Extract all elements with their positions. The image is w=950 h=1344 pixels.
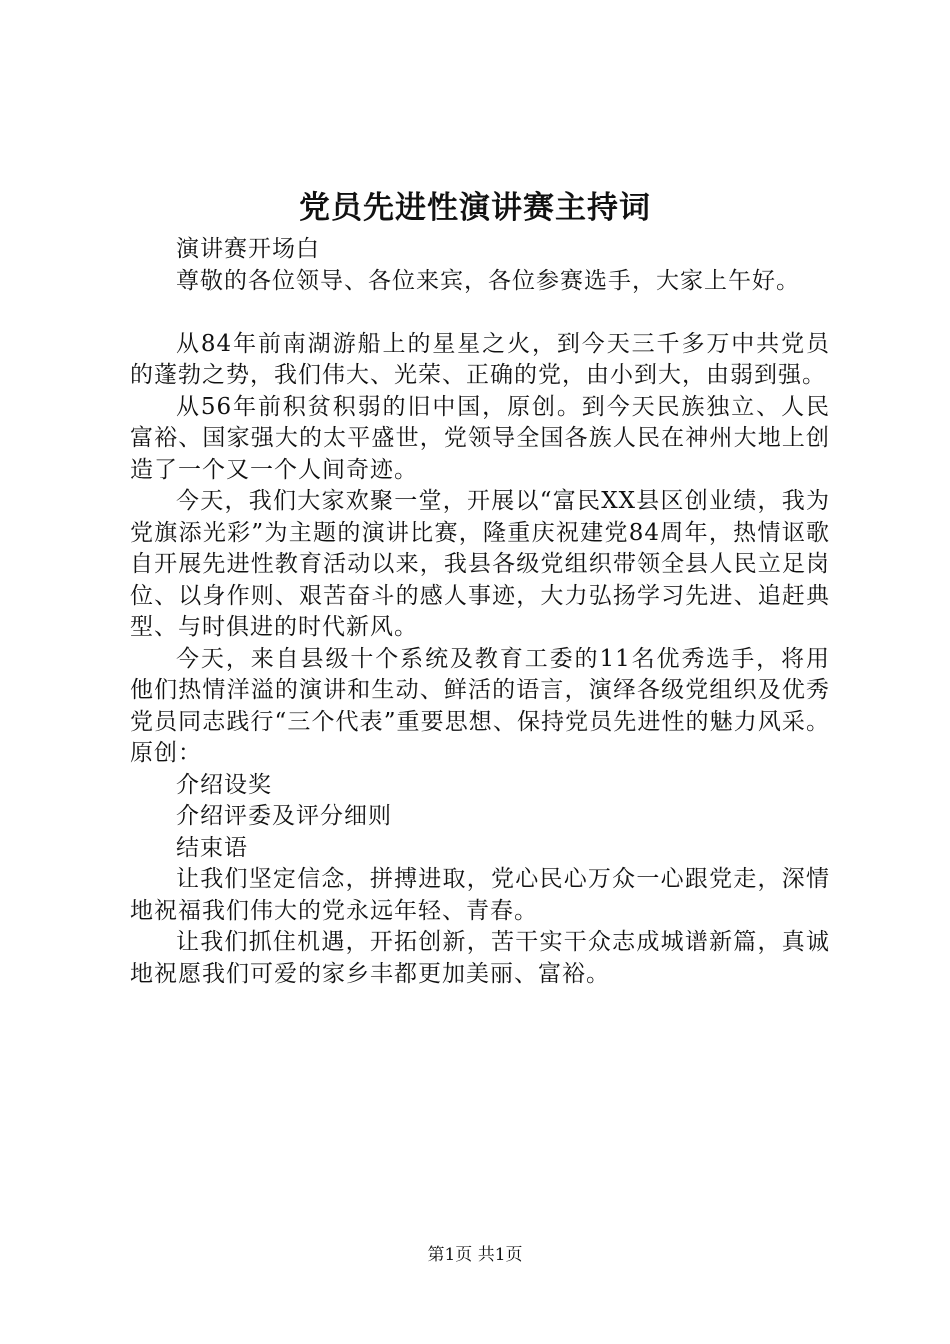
paragraph-closing-heading: 结束语 [176, 834, 248, 861]
paragraph-judges: 介绍评委及评分细则 [176, 803, 392, 829]
paragraph-contest-theme: 今天，我们大家欢聚一堂，开展以“富民XX县区创业绩，我为党旗添光彩”为主题的演讲比赛，隆重庆祝建党84周年，热情讴歌自开展先进性教育活动以来，我县各级党组织带领全县人民立足岗位、以身作则、艰苦奋斗的感人事迹，大力弘扬学习先进、追赶典型、与时俱进的时代新风。 [130, 488, 830, 640]
paragraph-closing-2: 让我们抓住机遇，开拓创新，苦干实干众志成城谱新篇，真诚地祝愿我们可爱的家乡丰都更加美丽、富裕。 [130, 929, 830, 987]
paragraph-opening-heading: 演讲赛开场白 [176, 236, 320, 262]
paragraph-new-china: 从56年前积贫积弱的旧中国，原创。到今天民族独立、人民富裕、国家强大的太平盛世，党领导全国各族人民在神州大地上创造了一个又一个人间奇迹。 [130, 393, 830, 483]
page-footer: 第1页 共1页 [427, 1245, 523, 1265]
paragraph-closing-1: 让我们坚定信念，拼搏进取，党心民心万众一心跟党走，深情地祝福我们伟大的党永远年轻、青春。 [130, 866, 830, 924]
document-body [130, 234, 830, 990]
paragraph-awards: 介绍设奖 [176, 771, 272, 798]
blank-line [130, 297, 830, 329]
paragraph-contestants: 今天，来自县级十个系统及教育工委的11名优秀选手，将用他们热情洋溢的演讲和生动、鲜活的语言，演绎各级党组织及优秀党员同志践行“三个代表”重要思想、保持党员先进性的魅力风采。原创： [130, 645, 830, 766]
paragraph-greeting: 尊敬的各位领导、各位来宾，各位参赛选手，大家上午好。 [176, 267, 800, 294]
paragraph-history: 从84年前南湖游船上的星星之火，到今天三千多万中共党员的蓬勃之势，我们伟大、光荣、正确的党，由小到大，由弱到强。 [130, 330, 830, 388]
document-title: 党员先进性演讲赛主持词 [299, 190, 651, 226]
